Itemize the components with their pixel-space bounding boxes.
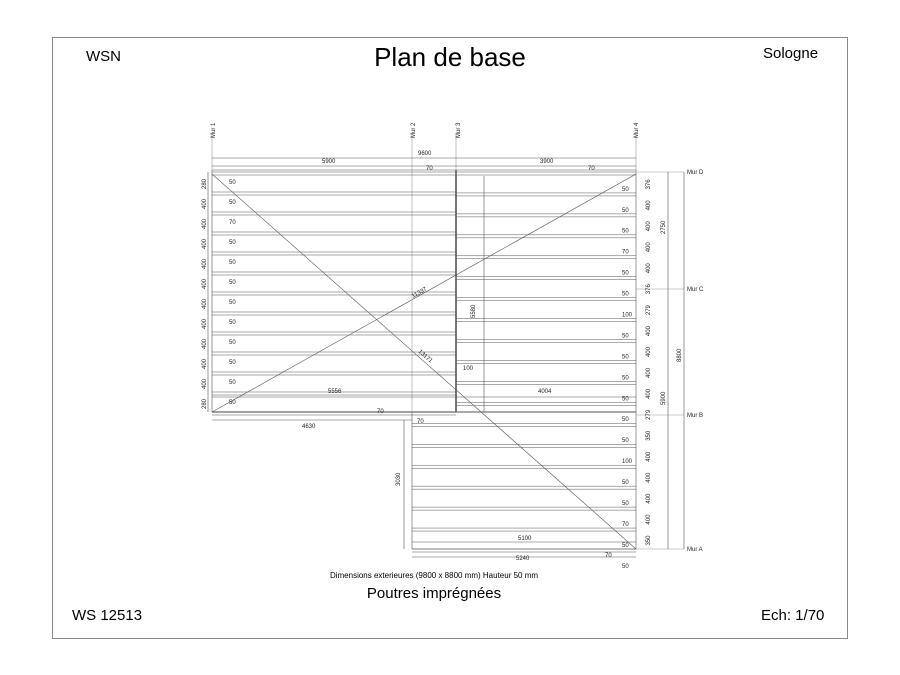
gap-label: 50 (229, 360, 236, 366)
gap-label: 50 (622, 354, 629, 361)
gap-label: 50 (622, 291, 629, 298)
gap-label: 50 (229, 340, 236, 346)
gap-label: 50 (622, 563, 629, 570)
brand-label: WSN (86, 48, 121, 65)
dim-inner-right: 4004 (538, 389, 552, 395)
spacing-label: 280 (202, 398, 208, 409)
gap-label: 50 (229, 300, 236, 306)
spacing-label: 400 (202, 218, 208, 229)
scale-label: Ech: 1/70 (761, 607, 825, 624)
spacing-label: 400 (646, 493, 652, 504)
spacing-label: 376 (646, 179, 652, 190)
dim-right-width: 3900 (540, 159, 554, 165)
page-title: Plan de base (374, 42, 526, 72)
spacing-label: 279 (646, 305, 652, 316)
wall-label-mur2: Mur 2 (411, 122, 417, 138)
spacing-label: 400 (646, 263, 652, 274)
gap-label: 50 (229, 380, 236, 386)
spacing-label: 400 (646, 347, 652, 358)
wall-label-mur4: Mur 4 (634, 122, 640, 138)
dim-height-upper: 2750 (661, 220, 667, 234)
reference-number: WS 12513 (72, 607, 143, 624)
spacing-label: 400 (646, 326, 652, 337)
spacing-label: 400 (646, 451, 652, 462)
gap-label: 50 (622, 542, 629, 549)
spacing-label: 400 (202, 278, 208, 289)
region-label: Sologne (763, 45, 819, 62)
dim-gap-top-right: 70 (588, 166, 595, 172)
spacing-label: 400 (646, 367, 652, 378)
dim-corner-gap: 70 (417, 419, 424, 425)
wall-label-mur3: Mur 3 (456, 122, 462, 138)
gap-label: 50 (622, 480, 629, 487)
dim-inner-left: 5556 (328, 389, 342, 395)
spacing-label: 400 (202, 258, 208, 269)
spacing-label: 400 (202, 198, 208, 209)
gap-label: 50 (229, 200, 236, 206)
spacing-label: 400 (202, 318, 208, 329)
gap-label: 50 (622, 207, 629, 214)
spacing-label: 400 (646, 221, 652, 232)
spacing-label: 279 (646, 409, 652, 420)
gap-label: 50 (229, 280, 236, 286)
dim-post-gap: 100 (463, 366, 474, 372)
gap-label: 50 (622, 396, 629, 403)
gap-label: 50 (622, 438, 629, 445)
gap-label: 50 (622, 375, 629, 382)
gap-label: 100 (622, 459, 633, 466)
gap-label: 100 (622, 312, 633, 319)
dim-bottom-left: 4630 (302, 424, 316, 430)
spacing-label: 350 (646, 535, 652, 546)
spacing-label: 400 (646, 200, 652, 211)
dim-diagonal-upper: 11337 (411, 286, 429, 300)
gap-label: 50 (622, 333, 629, 340)
wall-label-murB: Mur B (687, 413, 704, 419)
gap-label: 50 (229, 180, 236, 186)
dim-gap-bottom-left: 70 (377, 409, 384, 415)
dim-left-width: 5900 (322, 159, 336, 165)
wall-label-murA: Mur A (687, 547, 703, 553)
dim-total-width: 9600 (418, 151, 432, 157)
gap-label: 50 (229, 400, 236, 406)
gap-label: 50 (229, 240, 236, 246)
gap-label: 50 (622, 228, 629, 235)
gap-label: 50 (622, 186, 629, 193)
spacing-label: 376 (646, 284, 652, 295)
dim-height-total: 8800 (677, 348, 683, 362)
gap-label: 50 (229, 260, 236, 266)
dim-lower-inner: 5100 (518, 536, 532, 542)
wall-label-mur1: Mur 1 (211, 122, 217, 138)
spacing-label: 400 (202, 238, 208, 249)
joist-group-right (412, 172, 636, 552)
gap-label: 50 (622, 417, 629, 424)
gap-label: 70 (229, 220, 236, 226)
spacing-label: 400 (202, 378, 208, 389)
spacing-label: 400 (202, 338, 208, 349)
gap-label: 50 (622, 270, 629, 277)
spacing-label: 350 (646, 430, 652, 441)
spacing-label: 400 (202, 358, 208, 369)
spacing-label: 400 (202, 298, 208, 309)
spacing-label: 400 (646, 472, 652, 483)
dim-height-lower: 3030 (396, 472, 402, 486)
beams-note: Poutres imprégnées (366, 585, 502, 602)
diagonal-line (212, 174, 636, 549)
gap-label: 50 (622, 501, 629, 508)
dim-lower-outer: 5240 (516, 556, 530, 562)
wall-label-murC: Mur C (687, 287, 704, 293)
spacing-label: 400 (646, 242, 652, 253)
dim-gap-top-left: 70 (426, 166, 433, 172)
dimensions-note: Dimensions exterieures (9800 x 8800 mm) Hauteur 50 mm (329, 571, 539, 580)
spacing-label: 400 (646, 514, 652, 525)
dim-gap-lower: 70 (605, 553, 612, 559)
spacing-label: 280 (202, 178, 208, 189)
gap-label: 70 (622, 249, 629, 256)
dim-inner-height: 5580 (471, 304, 477, 318)
dim-diagonal-full: 13171 (416, 348, 434, 365)
gap-label: 70 (622, 521, 629, 528)
spacing-label: 400 (646, 388, 652, 399)
gap-label: 50 (229, 320, 236, 326)
dim-height-mid: 5900 (661, 391, 667, 405)
wall-label-murD: Mur D (687, 170, 704, 176)
